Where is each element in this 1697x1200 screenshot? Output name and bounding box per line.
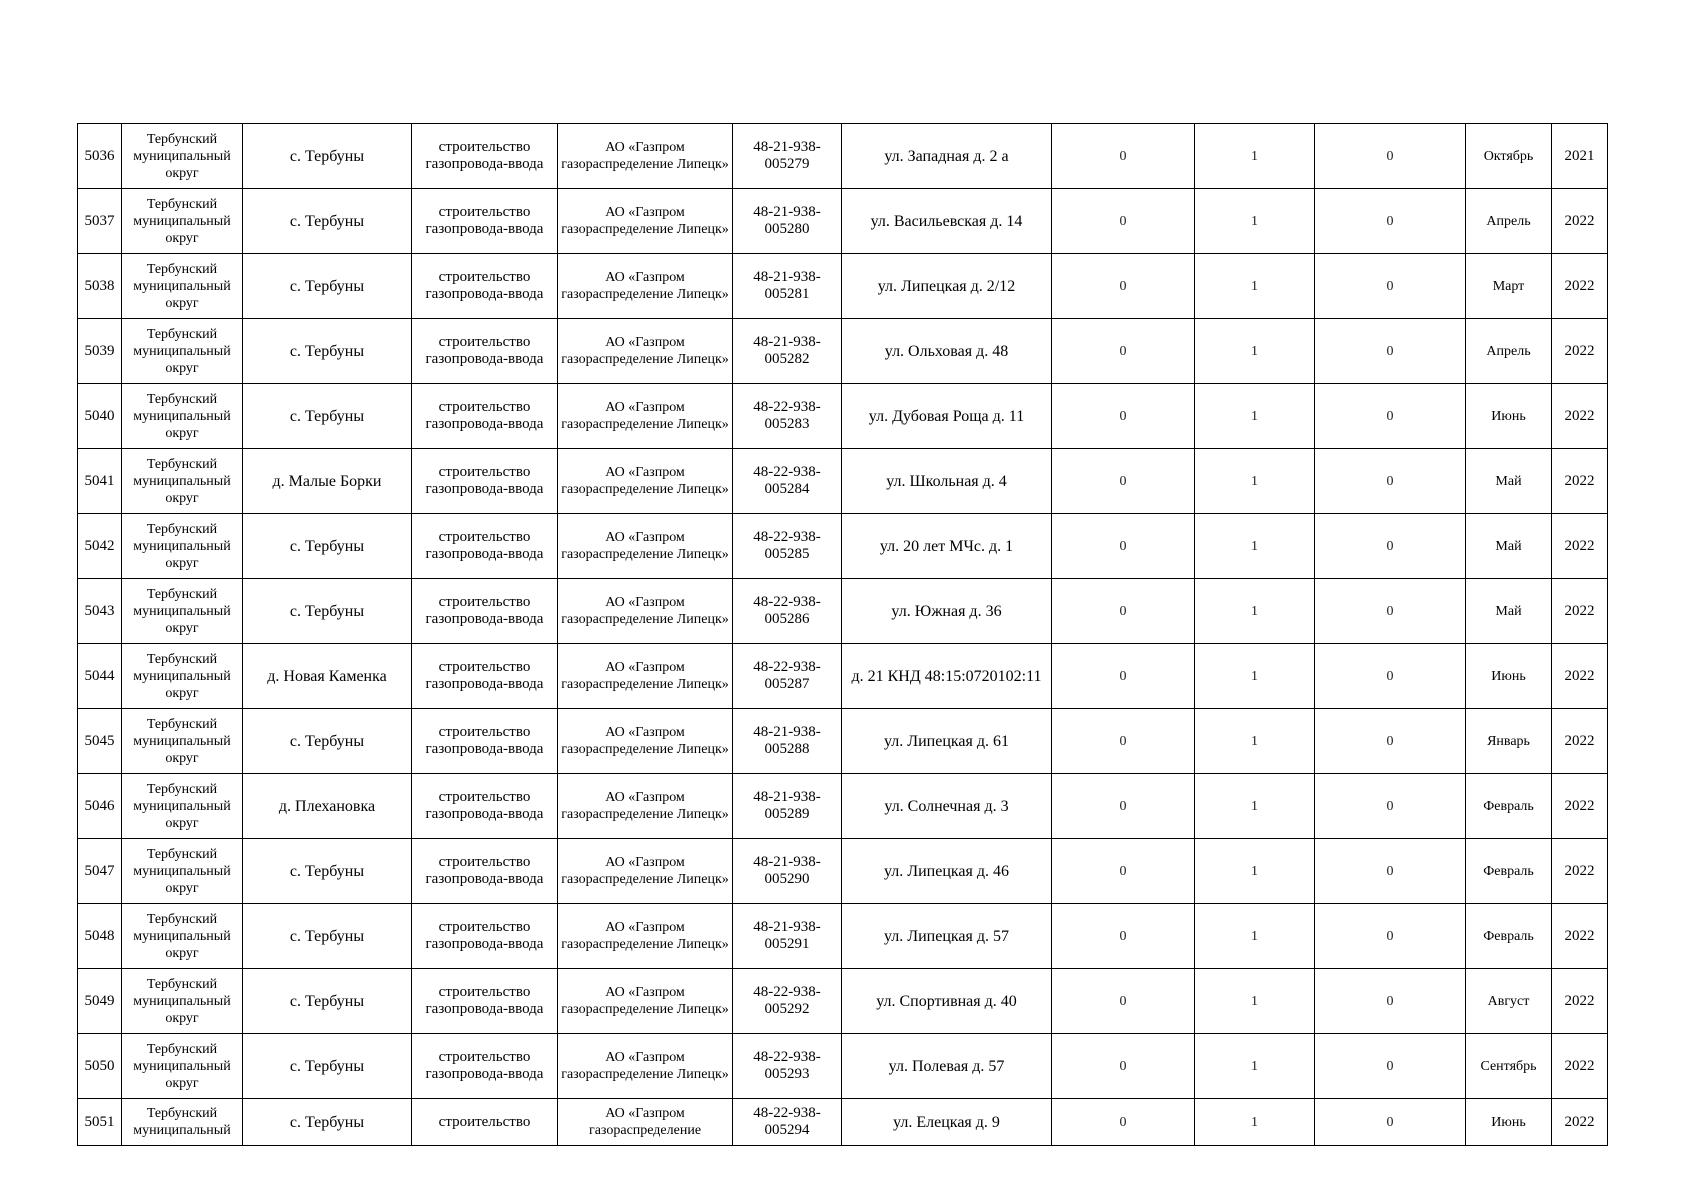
cell-v3: 0 (1315, 709, 1466, 774)
cell-id: 5042 (78, 514, 122, 579)
gas-connection-table (77, 123, 1608, 1146)
table-row (78, 1099, 1608, 1146)
cell-org: АО «Газпром газораспределение Липецк» (558, 254, 733, 319)
cell-address: ул. 20 лет МЧс. д. 1 (842, 514, 1052, 579)
cell-code: 48-21-938-005281 (733, 254, 842, 319)
cell-district: Тербунский муниципальный округ (122, 254, 243, 319)
cell-month: Сентябрь (1466, 1034, 1552, 1099)
cell-district: Тербунский муниципальный округ (122, 839, 243, 904)
cell-locality: с. Тербуны (243, 904, 412, 969)
table-row (78, 514, 1608, 579)
cell-id: 5045 (78, 709, 122, 774)
cell-district: Тербунский муниципальный округ (122, 774, 243, 839)
cell-district: Тербунский муниципальный округ (122, 124, 243, 189)
cell-locality: д. Плехановка (243, 774, 412, 839)
cell-address: ул. Школьная д. 4 (842, 449, 1052, 514)
cell-code: 48-21-938-005282 (733, 319, 842, 384)
cell-v2: 1 (1195, 644, 1315, 709)
cell-v3: 0 (1315, 1099, 1466, 1146)
cell-work: строительство газопровода-ввода (412, 579, 558, 644)
cell-org: АО «Газпром газораспределение Липецк» (558, 579, 733, 644)
cell-code: 48-22-938-005284 (733, 449, 842, 514)
cell-v2: 1 (1195, 449, 1315, 514)
cell-district: Тербунский муниципальный округ (122, 514, 243, 579)
cell-org: АО «Газпром газораспределение Липецк» (558, 319, 733, 384)
table-row (78, 969, 1608, 1034)
cell-district: Тербунский муниципальный округ (122, 1034, 243, 1099)
cell-id: 5044 (78, 644, 122, 709)
cell-address: ул. Южная д. 36 (842, 579, 1052, 644)
cell-year: 2022 (1552, 839, 1608, 904)
table-row (78, 254, 1608, 319)
cell-locality: с. Тербуны (243, 384, 412, 449)
cell-org: АО «Газпром газораспределение (558, 1099, 733, 1146)
cell-org: АО «Газпром газораспределение Липецк» (558, 384, 733, 449)
cell-work: строительство газопровода-ввода (412, 124, 558, 189)
cell-v3: 0 (1315, 839, 1466, 904)
cell-id: 5050 (78, 1034, 122, 1099)
table-row (78, 384, 1608, 449)
cell-locality: д. Малые Борки (243, 449, 412, 514)
cell-month: Май (1466, 579, 1552, 644)
cell-address: ул. Западная д. 2 а (842, 124, 1052, 189)
cell-work: строительство газопровода-ввода (412, 709, 558, 774)
cell-year: 2022 (1552, 254, 1608, 319)
cell-org: АО «Газпром газораспределение Липецк» (558, 969, 733, 1034)
cell-v1: 0 (1052, 514, 1195, 579)
cell-org: АО «Газпром газораспределение Липецк» (558, 449, 733, 514)
cell-code: 48-22-938-005286 (733, 579, 842, 644)
cell-work: строительство газопровода-ввода (412, 189, 558, 254)
cell-id: 5051 (78, 1099, 122, 1146)
cell-v2: 1 (1195, 774, 1315, 839)
cell-v2: 1 (1195, 189, 1315, 254)
cell-address: ул. Липецкая д. 2/12 (842, 254, 1052, 319)
cell-locality: с. Тербуны (243, 514, 412, 579)
cell-v1: 0 (1052, 579, 1195, 644)
cell-v3: 0 (1315, 384, 1466, 449)
cell-year: 2022 (1552, 579, 1608, 644)
cell-work: строительство (412, 1099, 558, 1146)
cell-v2: 1 (1195, 969, 1315, 1034)
cell-locality: с. Тербуны (243, 124, 412, 189)
cell-work: строительство газопровода-ввода (412, 384, 558, 449)
cell-month: Апрель (1466, 319, 1552, 384)
cell-month: Март (1466, 254, 1552, 319)
cell-district: Тербунский муниципальный округ (122, 384, 243, 449)
table-row (78, 579, 1608, 644)
table-row (78, 124, 1608, 189)
cell-address: ул. Полевая д. 57 (842, 1034, 1052, 1099)
cell-locality: с. Тербуны (243, 839, 412, 904)
cell-month: Июнь (1466, 1099, 1552, 1146)
cell-id: 5037 (78, 189, 122, 254)
cell-code: 48-21-938-005291 (733, 904, 842, 969)
cell-v1: 0 (1052, 644, 1195, 709)
cell-v1: 0 (1052, 449, 1195, 514)
cell-org: АО «Газпром газораспределение Липецк» (558, 189, 733, 254)
cell-locality: с. Тербуны (243, 579, 412, 644)
cell-year: 2022 (1552, 514, 1608, 579)
cell-v3: 0 (1315, 124, 1466, 189)
cell-code: 48-22-938-005294 (733, 1099, 842, 1146)
cell-year: 2022 (1552, 1034, 1608, 1099)
cell-code: 48-21-938-005290 (733, 839, 842, 904)
cell-v3: 0 (1315, 449, 1466, 514)
table-row (78, 449, 1608, 514)
cell-v1: 0 (1052, 189, 1195, 254)
cell-locality: с. Тербуны (243, 189, 412, 254)
cell-v3: 0 (1315, 189, 1466, 254)
cell-district: Тербунский муниципальный округ (122, 904, 243, 969)
table-row (78, 709, 1608, 774)
cell-code: 48-21-938-005288 (733, 709, 842, 774)
table-body (78, 124, 1608, 1146)
cell-id: 5043 (78, 579, 122, 644)
cell-v1: 0 (1052, 254, 1195, 319)
table-row (78, 644, 1608, 709)
cell-v3: 0 (1315, 319, 1466, 384)
cell-id: 5039 (78, 319, 122, 384)
cell-work: строительство газопровода-ввода (412, 319, 558, 384)
cell-v1: 0 (1052, 709, 1195, 774)
cell-v1: 0 (1052, 384, 1195, 449)
cell-code: 48-22-938-005293 (733, 1034, 842, 1099)
cell-work: строительство газопровода-ввода (412, 254, 558, 319)
cell-district: Тербунский муниципальный (122, 1099, 243, 1146)
cell-year: 2022 (1552, 774, 1608, 839)
cell-year: 2022 (1552, 969, 1608, 1034)
cell-address: ул. Ольховая д. 48 (842, 319, 1052, 384)
table-row (78, 319, 1608, 384)
document-page (77, 123, 1608, 1146)
cell-address: ул. Дубовая Роща д. 11 (842, 384, 1052, 449)
cell-id: 5041 (78, 449, 122, 514)
cell-address: ул. Липецкая д. 57 (842, 904, 1052, 969)
cell-address: д. 21 КНД 48:15:0720102:11 (842, 644, 1052, 709)
cell-v1: 0 (1052, 904, 1195, 969)
cell-year: 2022 (1552, 384, 1608, 449)
cell-address: ул. Липецкая д. 46 (842, 839, 1052, 904)
cell-locality: д. Новая Каменка (243, 644, 412, 709)
cell-address: ул. Солнечная д. 3 (842, 774, 1052, 839)
cell-district: Тербунский муниципальный округ (122, 449, 243, 514)
cell-work: строительство газопровода-ввода (412, 774, 558, 839)
cell-org: АО «Газпром газораспределение Липецк» (558, 709, 733, 774)
cell-code: 48-22-938-005285 (733, 514, 842, 579)
cell-org: АО «Газпром газораспределение Липецк» (558, 904, 733, 969)
cell-year: 2022 (1552, 709, 1608, 774)
cell-org: АО «Газпром газораспределение Липецк» (558, 1034, 733, 1099)
cell-year: 2022 (1552, 1099, 1608, 1146)
cell-year: 2022 (1552, 449, 1608, 514)
cell-v2: 1 (1195, 319, 1315, 384)
cell-month: Май (1466, 449, 1552, 514)
cell-code: 48-21-938-005280 (733, 189, 842, 254)
cell-work: строительство газопровода-ввода (412, 514, 558, 579)
cell-month: Февраль (1466, 904, 1552, 969)
cell-id: 5036 (78, 124, 122, 189)
cell-code: 48-22-938-005287 (733, 644, 842, 709)
cell-month: Август (1466, 969, 1552, 1034)
cell-year: 2022 (1552, 904, 1608, 969)
cell-org: АО «Газпром газораспределение Липецк» (558, 514, 733, 579)
cell-locality: с. Тербуны (243, 709, 412, 774)
cell-work: строительство газопровода-ввода (412, 904, 558, 969)
cell-id: 5040 (78, 384, 122, 449)
table-row (78, 189, 1608, 254)
cell-address: ул. Васильевская д. 14 (842, 189, 1052, 254)
cell-code: 48-22-938-005292 (733, 969, 842, 1034)
cell-id: 5048 (78, 904, 122, 969)
table-row (78, 774, 1608, 839)
cell-v2: 1 (1195, 579, 1315, 644)
cell-month: Апрель (1466, 189, 1552, 254)
cell-v1: 0 (1052, 1099, 1195, 1146)
cell-id: 5047 (78, 839, 122, 904)
cell-month: Февраль (1466, 839, 1552, 904)
cell-org: АО «Газпром газораспределение Липецк» (558, 124, 733, 189)
cell-locality: с. Тербуны (243, 1099, 412, 1146)
cell-org: АО «Газпром газораспределение Липецк» (558, 774, 733, 839)
table-row (78, 904, 1608, 969)
cell-district: Тербунский муниципальный округ (122, 579, 243, 644)
cell-month: Октябрь (1466, 124, 1552, 189)
cell-work: строительство газопровода-ввода (412, 644, 558, 709)
cell-v3: 0 (1315, 969, 1466, 1034)
cell-org: АО «Газпром газораспределение Липецк» (558, 839, 733, 904)
cell-work: строительство газопровода-ввода (412, 449, 558, 514)
cell-month: Июнь (1466, 644, 1552, 709)
cell-v1: 0 (1052, 839, 1195, 904)
cell-id: 5046 (78, 774, 122, 839)
cell-locality: с. Тербуны (243, 319, 412, 384)
cell-v1: 0 (1052, 124, 1195, 189)
cell-month: Февраль (1466, 774, 1552, 839)
cell-district: Тербунский муниципальный округ (122, 319, 243, 384)
cell-v2: 1 (1195, 124, 1315, 189)
cell-code: 48-22-938-005283 (733, 384, 842, 449)
cell-v1: 0 (1052, 319, 1195, 384)
cell-district: Тербунский муниципальный округ (122, 189, 243, 254)
cell-year: 2022 (1552, 644, 1608, 709)
cell-id: 5038 (78, 254, 122, 319)
cell-locality: с. Тербуны (243, 254, 412, 319)
cell-work: строительство газопровода-ввода (412, 839, 558, 904)
cell-v3: 0 (1315, 254, 1466, 319)
cell-v2: 1 (1195, 254, 1315, 319)
cell-work: строительство газопровода-ввода (412, 1034, 558, 1099)
cell-district: Тербунский муниципальный округ (122, 709, 243, 774)
cell-district: Тербунский муниципальный округ (122, 969, 243, 1034)
cell-v2: 1 (1195, 384, 1315, 449)
cell-v3: 0 (1315, 514, 1466, 579)
table-row (78, 1034, 1608, 1099)
cell-v2: 1 (1195, 839, 1315, 904)
cell-month: Май (1466, 514, 1552, 579)
cell-month: Январь (1466, 709, 1552, 774)
cell-v2: 1 (1195, 709, 1315, 774)
cell-v2: 1 (1195, 904, 1315, 969)
cell-work: строительство газопровода-ввода (412, 969, 558, 1034)
cell-code: 48-21-938-005289 (733, 774, 842, 839)
cell-v3: 0 (1315, 904, 1466, 969)
cell-year: 2022 (1552, 319, 1608, 384)
cell-v3: 0 (1315, 644, 1466, 709)
cell-v3: 0 (1315, 579, 1466, 644)
cell-v2: 1 (1195, 1034, 1315, 1099)
cell-year: 2022 (1552, 189, 1608, 254)
cell-org: АО «Газпром газораспределение Липецк» (558, 644, 733, 709)
cell-month: Июнь (1466, 384, 1552, 449)
cell-address: ул. Спортивная д. 40 (842, 969, 1052, 1034)
cell-v3: 0 (1315, 1034, 1466, 1099)
cell-v2: 1 (1195, 1099, 1315, 1146)
cell-id: 5049 (78, 969, 122, 1034)
cell-locality: с. Тербуны (243, 1034, 412, 1099)
cell-v1: 0 (1052, 1034, 1195, 1099)
cell-v3: 0 (1315, 774, 1466, 839)
cell-v1: 0 (1052, 969, 1195, 1034)
cell-year: 2021 (1552, 124, 1608, 189)
table-row (78, 839, 1608, 904)
cell-locality: с. Тербуны (243, 969, 412, 1034)
cell-v2: 1 (1195, 514, 1315, 579)
cell-district: Тербунский муниципальный округ (122, 644, 243, 709)
cell-address: ул. Елецкая д. 9 (842, 1099, 1052, 1146)
cell-address: ул. Липецкая д. 61 (842, 709, 1052, 774)
cell-v1: 0 (1052, 774, 1195, 839)
cell-code: 48-21-938-005279 (733, 124, 842, 189)
